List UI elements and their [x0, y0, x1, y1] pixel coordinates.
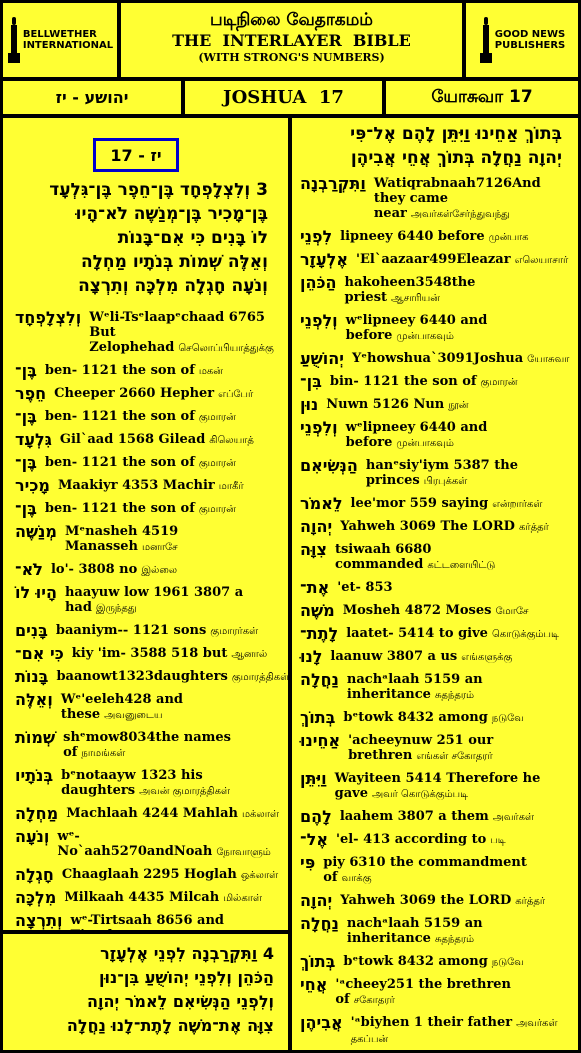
word-row	[15, 730, 282, 761]
gloss-tamil: நடுவே	[491, 957, 524, 968]
word-row	[15, 692, 282, 723]
gloss-tamil: நடுவே	[491, 713, 524, 724]
gloss-tamil: முன்பாக	[488, 232, 529, 243]
gloss-tamil: மில்காள்	[223, 893, 262, 904]
gloss-english: 'ᵃcheey251 the brethren of	[335, 977, 512, 1007]
word-row	[15, 768, 282, 799]
hebrew-word: חָגְלָה	[15, 865, 54, 884]
gloss-tamil: கட்டளையிட்டு	[427, 560, 496, 571]
gloss-english: Wᵉ'eeleh428 and these	[60, 692, 183, 722]
word-gloss	[335, 603, 568, 619]
gloss-tamil: ஆனால்	[231, 649, 268, 660]
word-row	[300, 1015, 568, 1047]
word-gloss	[322, 374, 568, 390]
word-list	[15, 308, 290, 944]
gloss-tamil: குமாரர்கள்	[210, 626, 259, 637]
word-gloss	[327, 771, 568, 802]
gloss-tamil: கர்த்தர்	[515, 896, 546, 907]
gloss-english: Yahweh 3069 The LORD	[340, 519, 515, 534]
word-row	[15, 585, 282, 616]
logo-line-1: BELLWETHER	[22, 29, 97, 40]
hebrew-word: גִּלְעָד	[15, 430, 52, 449]
word-row	[300, 893, 568, 909]
word-gloss	[338, 313, 568, 344]
word-gloss	[56, 890, 282, 906]
word-gloss	[37, 501, 282, 517]
gloss-english: haayuw low 1961 3807 a had	[64, 585, 244, 615]
word-row	[300, 176, 568, 222]
hebrew-word: לָהֶם	[300, 807, 332, 826]
verse-4-block	[3, 934, 288, 1050]
verse-line: בֶּן־מָכִיר בֶּן־מְנַשֶּׁה לֹא־הָיוּ	[75, 204, 268, 224]
logo-line-2: INTERNATIONAL	[22, 40, 114, 51]
hebrew-word: בָּנִים	[15, 621, 48, 640]
word-gloss	[46, 386, 282, 402]
gloss-english: nachᵃlaah 5159 an inheritance	[346, 672, 483, 702]
verse-line: וְלִפְנֵי הַנְּשִׂיאִם לֵאמֹר יְהוָה	[87, 992, 274, 1011]
gloss-tamil: மக்லாள்	[241, 809, 279, 820]
verse-line: הַכֹּהֵן וְלִפְנֵי יְהוֹשֻׁעַ בִּן־נוּן	[99, 968, 274, 987]
title-block	[121, 3, 462, 77]
gloss-english: Wayiteen 5414 Therefore he gave	[334, 771, 541, 801]
word-gloss	[328, 832, 568, 848]
word-row	[15, 890, 282, 906]
left-column	[3, 118, 288, 930]
gloss-english: ben- 1121 the son of	[44, 455, 195, 470]
word-row	[300, 916, 568, 947]
verse-line: וְאֵלֶּה שְׁמוֹת בְּנֹתָיו מַחְלָה	[80, 252, 268, 272]
gloss-tamil: நோவாளும்	[216, 847, 271, 858]
gloss-english: ben- 1121 the son of	[44, 363, 195, 378]
word-gloss	[366, 176, 568, 222]
gloss-tamil: அவர்கள்	[492, 812, 535, 823]
word-gloss	[50, 478, 282, 494]
word-list	[300, 176, 568, 1047]
word-gloss	[332, 519, 568, 535]
verse-line: לוֹ בָּנִים כִּי אִם־בָּנוֹת	[117, 228, 268, 248]
hebrew-word: נַחֲלָה	[300, 670, 339, 689]
word-row	[300, 977, 568, 1008]
hebrew-word: אֲחֵי	[300, 975, 328, 994]
gloss-english: baanowt1323daughters	[56, 669, 228, 684]
hebrew-word: מְנַשֶּׁה	[15, 522, 57, 541]
hebrew-word: וְתִרְצָה	[15, 911, 63, 930]
gloss-tamil: முன்பாகவும்	[396, 331, 454, 342]
word-row	[300, 229, 568, 245]
title-main: THE INTERLAYER BIBLE	[172, 31, 411, 50]
word-row	[15, 867, 282, 883]
gloss-english: shᵉmow8034the names of	[63, 730, 231, 760]
gloss-english: hakoheen3548the priest	[344, 275, 476, 305]
word-row	[300, 649, 568, 665]
gloss-english: baaniym-- 1121 sons	[55, 623, 207, 638]
word-row	[300, 313, 568, 344]
gloss-tamil: முன்பாகவும்	[396, 438, 454, 449]
title-sub: (WITH STRONG'S NUMBERS)	[198, 51, 385, 64]
word-gloss	[37, 455, 282, 471]
hebrew-word: וַיִּתֵּן	[300, 769, 327, 788]
word-row	[300, 809, 568, 825]
gloss-english: wᵉlipneey 6440 and before	[345, 313, 488, 343]
word-gloss	[315, 855, 568, 886]
word-row	[300, 496, 568, 512]
gloss-english: wᵉlipneey 6440 and before	[345, 420, 488, 450]
gloss-tamil: என்றார்கள்	[492, 499, 543, 510]
gloss-tamil: குமாரன்	[198, 504, 236, 515]
gloss-tamil: மனாசே	[142, 542, 178, 553]
hebrew-word: וְאֵלֶּה	[15, 690, 53, 709]
hebrew-word: בֶּן־	[15, 407, 37, 426]
word-row	[15, 478, 282, 494]
word-row	[300, 275, 568, 306]
hebrew-word: בְּנֹתָיו	[15, 766, 54, 785]
gloss-english: ben- 1121 the son of	[44, 501, 195, 516]
gloss-tamil: கிலெயாத்	[209, 435, 254, 446]
hebrew-word: כִּי אִם־	[15, 644, 64, 663]
word-row	[300, 603, 568, 619]
gloss-english: Chaaglaah 2295 Hoglah	[61, 867, 237, 882]
hebrew-word: הַכֹּהֵן	[300, 273, 337, 292]
word-row	[15, 667, 290, 686]
hebrew-word: וְלִפְנֵי	[300, 418, 338, 437]
word-row	[15, 310, 282, 356]
bellwether-logo	[3, 3, 117, 77]
word-gloss	[53, 692, 282, 723]
gloss-english: Mᵉnasheh 4519 Manasseh	[64, 524, 179, 554]
word-gloss	[54, 867, 282, 883]
hebrew-word: הַנְּשִׂיאִם	[300, 456, 358, 475]
figure-icon	[479, 17, 493, 63]
word-gloss	[37, 409, 282, 425]
gloss-english: Wᵉli-Tsᵉlaapᵉchaad 6765 But Zelophehad	[89, 310, 265, 355]
word-row	[300, 374, 568, 390]
hebrew-word: אֶל־	[300, 830, 328, 849]
verse-line: יְהוָה נַחֲלָה בְּתוֹךְ אֲחֵי אֲבִיהֶן	[350, 148, 562, 168]
word-row	[15, 623, 282, 639]
gloss-english: bin- 1121 the son of	[329, 374, 477, 389]
gloss-tamil: ஆசாரியன்	[391, 293, 440, 304]
gloss-english: Maakiyr 4353 Machir	[57, 478, 215, 493]
gloss-english: bᵉnotaayw 1323 his daughters	[61, 768, 203, 798]
gloss-english: nachᵃlaah 5159 an inheritance	[346, 916, 483, 946]
gloss-tamil: எங்கள் சகோதரர்	[416, 751, 493, 762]
gloss-english: laahem 3807 a them	[339, 809, 489, 824]
gloss-english: 'acheeynuw 251 our brethren	[348, 733, 494, 763]
hebrew-word: וַתִּקְרַבְנָה	[300, 174, 366, 193]
hebrew-word: לָנוּ	[300, 647, 323, 666]
word-gloss	[53, 768, 282, 799]
hebrew-word: אֲבִיהֶן	[300, 1013, 343, 1032]
word-row	[15, 409, 282, 425]
gloss-english: Nuwn 5126 Nun	[326, 397, 445, 412]
word-row	[300, 626, 568, 642]
gloss-english: bᵉtowk 8432 among	[343, 710, 488, 725]
gloss-english: Mosheh 4872 Moses	[342, 603, 492, 618]
gloss-english: ben- 1121 the son of	[44, 409, 195, 424]
word-gloss	[358, 458, 568, 489]
word-gloss	[332, 893, 568, 909]
word-row	[300, 832, 568, 848]
hebrew-word: אַחֵינוּ	[300, 731, 341, 750]
word-row	[15, 363, 282, 379]
gloss-tamil: அவர் கொடுக்கும்படி	[371, 789, 469, 800]
hebrew-word: צִוָּה	[300, 540, 327, 559]
gloss-english: lee'mor 559 saying	[350, 496, 489, 511]
word-gloss	[338, 420, 568, 451]
word-row	[15, 646, 282, 662]
gloss-tamil: எப்பேர்	[218, 389, 254, 400]
gloss-tamil: அவர்கள்சேர்ந்துவந்து	[410, 209, 510, 220]
hebrew-word: בֶּן־	[15, 499, 37, 518]
gloss-english: 'El`aazaar499Eleazar	[356, 252, 511, 267]
gloss-tamil: அவன் குமாரத்திகள்	[139, 786, 231, 797]
word-row	[300, 855, 568, 886]
gloss-english: 'el- 413 according to	[335, 832, 487, 847]
gloss-english: laatet- 5414 to give	[346, 626, 488, 641]
hebrew-word: וְלִפְנֵי	[300, 311, 338, 330]
gloss-tamil: சுதந்தரம்	[434, 934, 475, 945]
gloss-tamil: எங்களுக்கு	[461, 652, 513, 663]
word-row	[300, 420, 568, 451]
hebrew-word: מֹשֶׁה	[300, 601, 335, 620]
hebrew-word: וְנֹעָה	[15, 827, 50, 846]
word-row	[300, 252, 568, 268]
word-gloss	[52, 432, 282, 448]
hebrew-word: נַחֲלָה	[300, 914, 339, 933]
word-gloss	[322, 649, 568, 665]
word-row	[300, 519, 568, 535]
hebrew-word: לֵאמֹר	[300, 494, 343, 513]
hebrew-word: נוּן	[300, 395, 319, 414]
word-gloss	[335, 710, 568, 726]
word-row	[300, 954, 568, 970]
hebrew-word: וְלִצְלָפְחָד	[15, 308, 82, 327]
verse-line: 4 וַתִּקְרַבְנָה לִפְנֵי אֶלְעָזָר	[100, 944, 274, 963]
word-gloss	[340, 733, 568, 764]
hebrew-word: בְּתוֹךְ	[300, 952, 336, 971]
word-gloss	[339, 672, 568, 703]
gloss-tamil: மோசே	[495, 606, 529, 617]
gloss-english: Watiqrabnaah7126And they came near	[373, 176, 541, 221]
word-gloss	[348, 252, 568, 268]
hebrew-word: מָכִיר	[15, 476, 50, 495]
gloss-english: hanᵉsiy'iym 5387 the princes	[365, 458, 518, 488]
word-row	[300, 672, 568, 703]
hebrew-word: לִפְנֵי	[300, 227, 333, 246]
gloss-tamil: மகன்	[198, 366, 223, 377]
gloss-english: lipneey 6440 before	[340, 229, 485, 244]
gloss-tamil: நாமங்கள்	[81, 748, 126, 759]
word-gloss	[48, 623, 282, 639]
word-row	[15, 455, 282, 471]
gloss-tamil: அவர்கள் தகப்பன்	[350, 1018, 558, 1045]
word-gloss	[55, 730, 282, 761]
gloss-tamil: செலொப்பியாத்துக்கு	[178, 343, 274, 354]
hebrew-word: מִלְכָּה	[15, 888, 57, 907]
gloss-tamil: பிரபுக்கள்	[423, 476, 468, 487]
gloss-english: Yᵉhowshua`3091Joshua	[351, 351, 524, 366]
chapter-label: יז - 17	[110, 145, 162, 165]
verse-line: וְנֹעָה חָגְלָה מִלְכָּה וְתִרְצָה	[78, 276, 268, 296]
gloss-english: Yahweh 3069 the LORD	[340, 893, 512, 908]
book-tamil: யோசுவா 17	[386, 81, 578, 114]
word-row	[300, 397, 568, 413]
hebrew-word: בָּנוֹת	[15, 667, 49, 686]
book-english: JOSHUA 17	[185, 81, 382, 114]
title-tamil: படிநிலை வேதாகமம்	[210, 10, 373, 30]
gloss-tamil: குமாரன்	[198, 412, 236, 423]
gloss-english: Milkaah 4435 Milcah	[64, 890, 220, 905]
word-gloss	[48, 669, 289, 685]
gloss-english: kiy 'im- 3588 518 but	[71, 646, 228, 661]
word-gloss	[329, 580, 568, 596]
hebrew-word: הָיוּ לוֹ	[15, 583, 57, 602]
gloss-english: Gil`aad 1568 Gilead	[59, 432, 206, 447]
gloss-english: bᵉtowk 8432 among	[343, 954, 488, 969]
word-gloss	[327, 542, 568, 573]
word-row	[300, 733, 568, 764]
word-gloss	[332, 809, 568, 825]
word-row	[300, 458, 568, 489]
chapter-box	[93, 138, 179, 172]
gloss-english: wᵉ-No`aah5270andNoah	[57, 829, 213, 859]
gloss-tamil: கர்த்தர்	[518, 522, 549, 533]
gloss-tamil: யோசுவா	[527, 354, 570, 365]
word-gloss	[318, 397, 568, 413]
word-gloss	[332, 229, 568, 245]
gloss-english: 'et- 853	[337, 580, 393, 595]
word-gloss	[343, 1015, 568, 1047]
hebrew-word: אֶלְעָזָר	[300, 250, 348, 269]
word-row	[300, 351, 568, 367]
gloss-tamil: இல்லை	[141, 565, 178, 576]
good-news-logo	[466, 3, 578, 77]
logo-line-1: GOOD NEWS	[494, 29, 566, 40]
verse-line: צִוָּה אֶת־מֹשֶׁה לָתֶת־לָנוּ נַחֲלָה	[66, 1016, 274, 1035]
verse-line: בְּתוֹךְ אַחֵינוּ וַיִּתֵּן לָהֶם אֶל־פִּי	[350, 124, 562, 144]
hebrew-word: לֹא־	[15, 560, 43, 579]
hebrew-word: שְׁמוֹת	[15, 728, 56, 747]
hebrew-word: חֵפֶר	[15, 384, 47, 403]
word-row	[15, 829, 282, 860]
hebrew-word: בֶּן־	[15, 361, 37, 380]
hebrew-word: בֶּן־	[15, 453, 37, 472]
hebrew-word: מַחְלָה	[15, 804, 59, 823]
gloss-english: piy 6310 the commandment of	[323, 855, 527, 885]
top-verse	[300, 122, 568, 170]
word-gloss	[327, 977, 568, 1008]
gloss-tamil: எலெயாசார்	[514, 255, 569, 266]
right-column	[292, 118, 578, 1050]
word-gloss	[343, 496, 568, 512]
word-gloss	[58, 806, 282, 822]
gloss-tamil: நூன்	[448, 400, 469, 411]
word-gloss	[64, 646, 282, 662]
word-row	[15, 386, 282, 402]
word-row	[300, 710, 568, 726]
gloss-english: Machlaah 4244 Mahlah	[66, 806, 238, 821]
gloss-tamil: கொடுக்கும்படி	[491, 629, 559, 640]
gloss-english: laanuw 3807 a us	[330, 649, 458, 664]
word-row	[15, 806, 282, 822]
gloss-tamil: மாகீர்	[218, 481, 244, 492]
hebrew-word: יְהוָה	[300, 517, 333, 536]
word-row	[300, 580, 568, 596]
gloss-english: Cheeper 2660 Hepher	[54, 386, 215, 401]
gloss-tamil: சகோதரர்	[353, 995, 395, 1006]
hebrew-word: יְהוָה	[300, 891, 333, 910]
word-gloss	[344, 351, 569, 367]
hebrew-word: אֶת־	[300, 578, 330, 597]
word-gloss	[81, 310, 282, 356]
word-gloss	[57, 585, 282, 616]
figure-icon	[7, 17, 21, 63]
verse-3	[15, 178, 282, 298]
word-row	[15, 562, 282, 578]
word-row	[15, 501, 282, 517]
logo-line-2: PUBLISHERS	[494, 40, 566, 51]
gloss-tamil: வாக்கு	[341, 873, 372, 884]
word-gloss	[335, 954, 568, 970]
word-gloss	[337, 275, 568, 306]
verse-line: 3 וְלִצְלָפְחָד בֶּן־חֵפֶר בֶּן־גִּלְעָד	[49, 180, 268, 200]
gloss-english: tsiwaah 6680 commanded	[334, 542, 432, 572]
word-gloss	[37, 363, 282, 379]
gloss-tamil: குமாரத்திகள்	[231, 672, 290, 683]
word-row	[15, 524, 282, 555]
hebrew-word: בִּן־	[300, 372, 322, 391]
gloss-tamil: ஒக்லாள்	[240, 870, 279, 881]
gloss-english: wᵉ-Tirtsaah 8656 and	[70, 913, 224, 928]
hebrew-word: יְהוֹשֻׁעַ	[300, 349, 344, 368]
gloss-tamil: குமாரன்	[480, 377, 518, 388]
hebrew-word: פִּי	[300, 853, 316, 872]
gloss-tamil: சுதந்தரம்	[434, 690, 475, 701]
word-row	[300, 771, 568, 802]
word-gloss	[43, 562, 282, 578]
word-gloss	[338, 626, 568, 642]
word-gloss	[57, 524, 282, 555]
gloss-english: 'ᵃbiyhen 1 their father	[350, 1015, 513, 1030]
gloss-tamil: படி	[490, 835, 506, 846]
gloss-tamil: இருந்தது	[95, 603, 137, 614]
word-gloss	[339, 916, 568, 947]
word-gloss	[49, 829, 282, 860]
word-row	[15, 432, 282, 448]
gloss-english: lo'- 3808 no	[50, 562, 138, 577]
hebrew-word: לָתֶת־	[300, 624, 339, 643]
book-hebrew: יהושע - יז	[3, 81, 181, 114]
gloss-tamil: அவனுடைய	[104, 710, 163, 721]
gloss-tamil: குமாரன்	[198, 458, 236, 469]
hebrew-word: בְּתוֹךְ	[300, 708, 336, 727]
word-row	[300, 542, 568, 573]
